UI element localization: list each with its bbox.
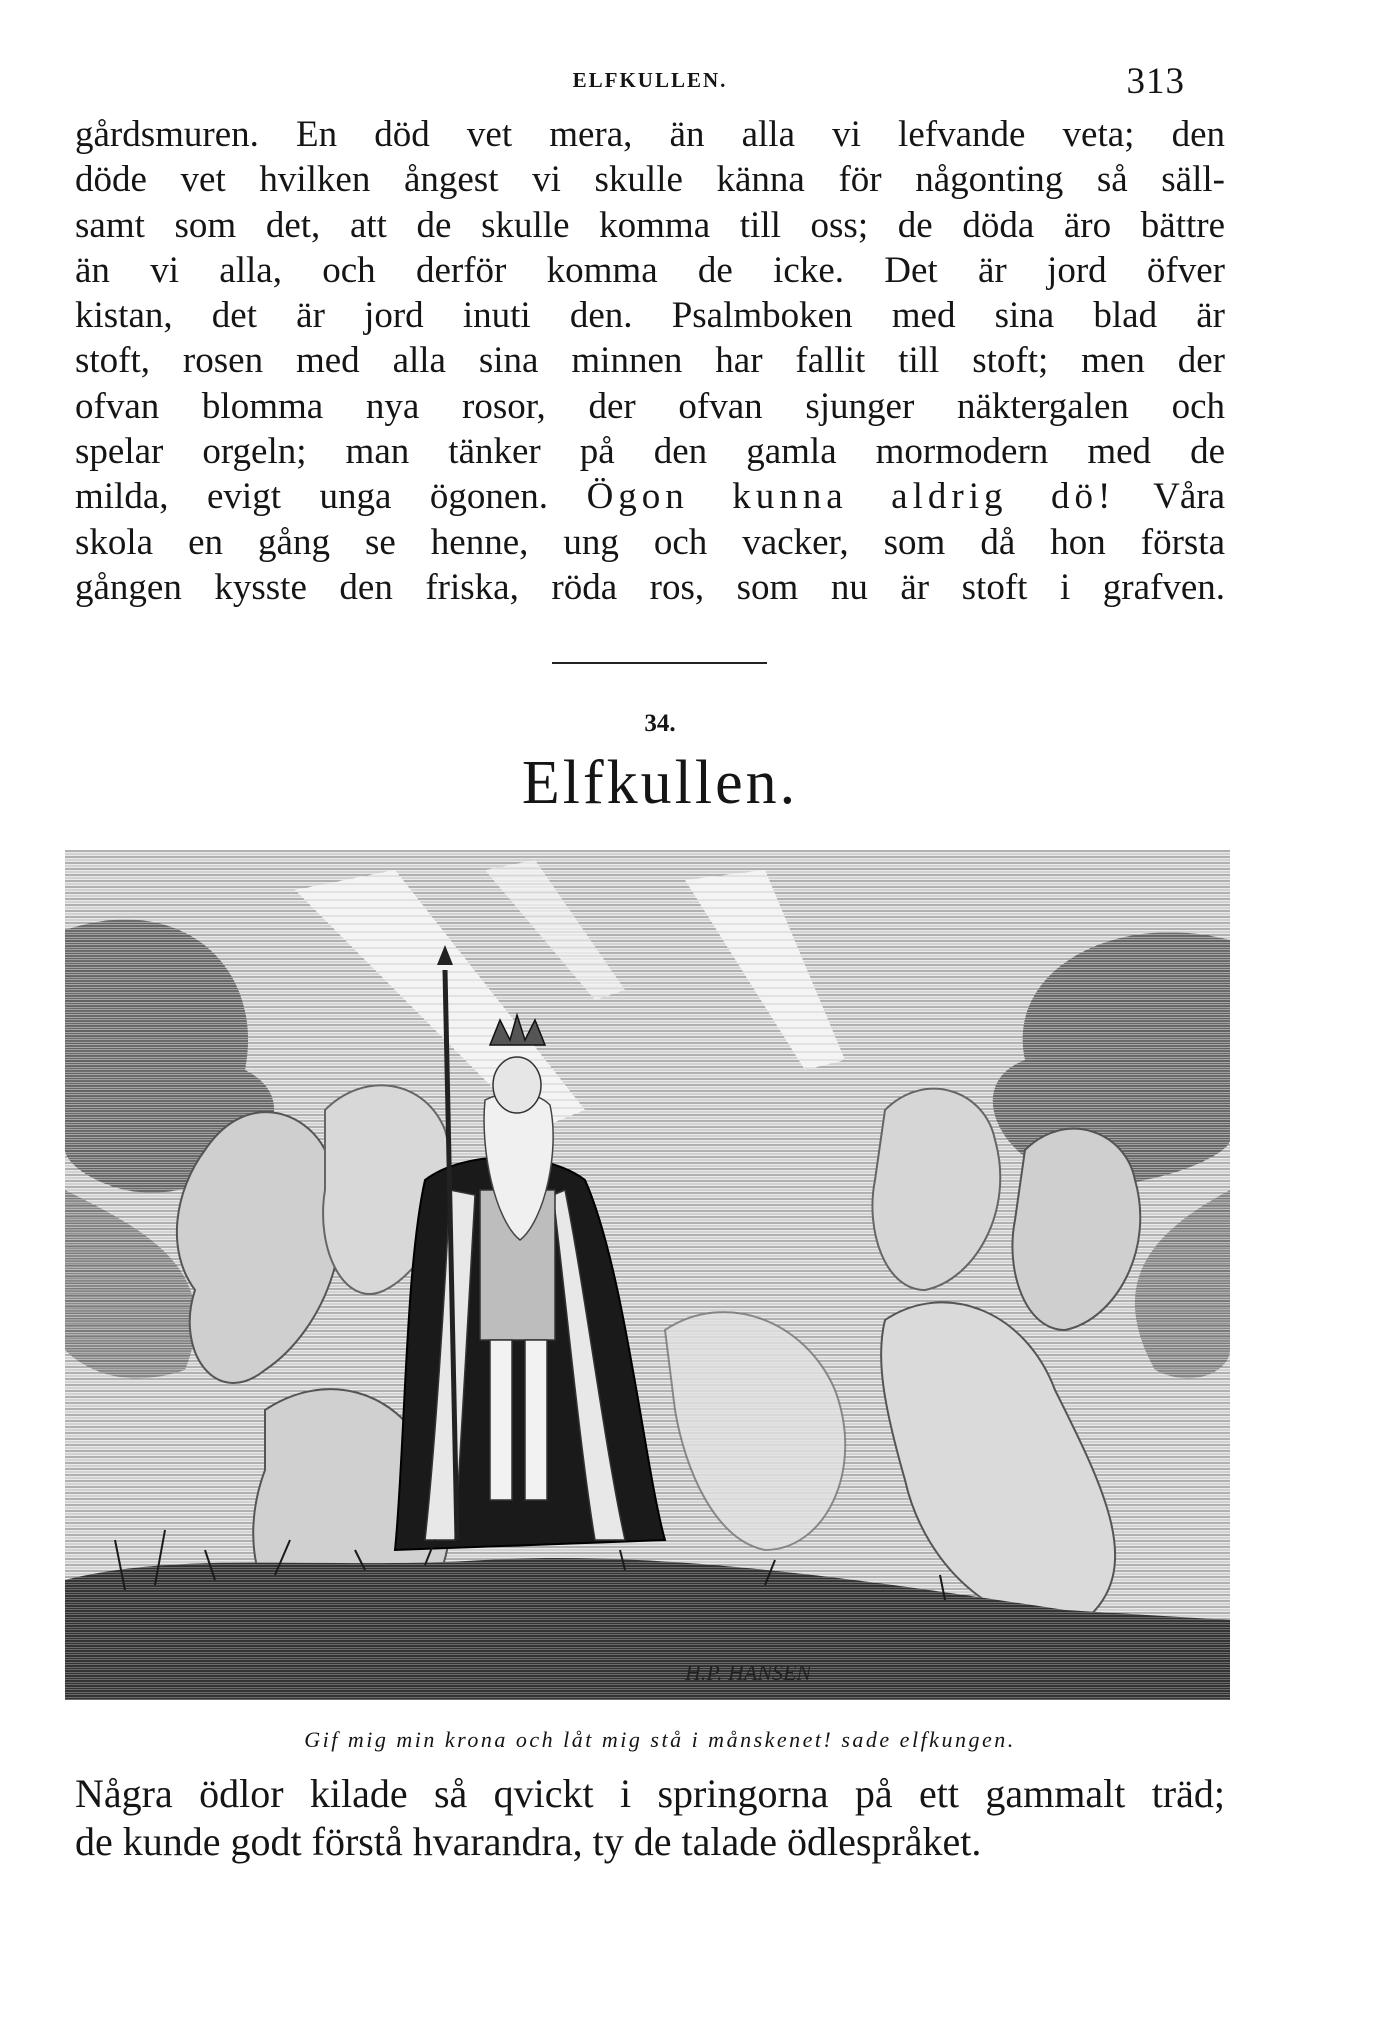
engraving-svg	[65, 850, 1230, 1700]
text-segment: milda, evigt unga ögonen.	[75, 476, 549, 518]
story-number: 34.	[644, 710, 676, 737]
text-line: spelar orgeln; man tänker på den gamla mormodern med de	[75, 431, 1225, 473]
text-line: de kunde godt förstå hvarandra, ty de talade ödlespråket.	[75, 1819, 982, 1864]
section-rule	[552, 662, 767, 664]
text-line: än vi alla, och derför komma de icke. Det är jord öfver	[75, 249, 1225, 291]
text-line: gången kysste den friska, röda ros, som nu är stoft i grafven.	[75, 566, 1225, 608]
king-leg	[490, 1340, 512, 1500]
running-head	[75, 60, 1225, 100]
king-leg	[525, 1340, 547, 1500]
body-text-top	[75, 112, 1225, 610]
text-line: ofvan blomma nya rosor, der ofvan sjunger näktergalen och	[75, 385, 1225, 427]
text-line: samt som det, att de skulle komma till oss; de döda äro bättre	[75, 204, 1225, 246]
page-number: 313	[1126, 61, 1185, 102]
text-line: gårdsmuren. En död vet mera, än alla vi lefvande veta; den	[75, 114, 1225, 155]
king-face	[493, 1057, 541, 1113]
text-line-with-spaced-phrase	[75, 474, 1225, 519]
text-line: stoft, rosen med alla sina minnen har fallit till stoft; men der	[75, 340, 1225, 382]
text-line: Några ödlor kilade så qvickt i springorna på ett gammalt träd;	[75, 1771, 1225, 1816]
text-line: skola en gång se henne, ung och vacker, som då hon första	[75, 521, 1225, 563]
engraving-illustration	[65, 850, 1230, 1700]
running-title: ELFKULLEN.	[572, 68, 728, 92]
text-line: kistan, det är jord inuti den. Psalmboken med sina blad är	[75, 295, 1225, 337]
story-title: Elfkullen.	[521, 749, 799, 817]
body-text-bottom	[75, 1770, 1225, 1866]
text-line: döde vet hvilken ångest vi skulle känna för någonting så säll-	[75, 159, 1225, 201]
text-segment: Våra	[1153, 476, 1226, 518]
artist-signature: H.P. HANSEN	[685, 1660, 812, 1685]
spaced-emphasis: Ögon kunna aldrig dö!	[586, 476, 1116, 518]
illustration-caption: Gif mig min krona och låt mig stå i månskenet! sade elfkungen.	[304, 1727, 1016, 1752]
